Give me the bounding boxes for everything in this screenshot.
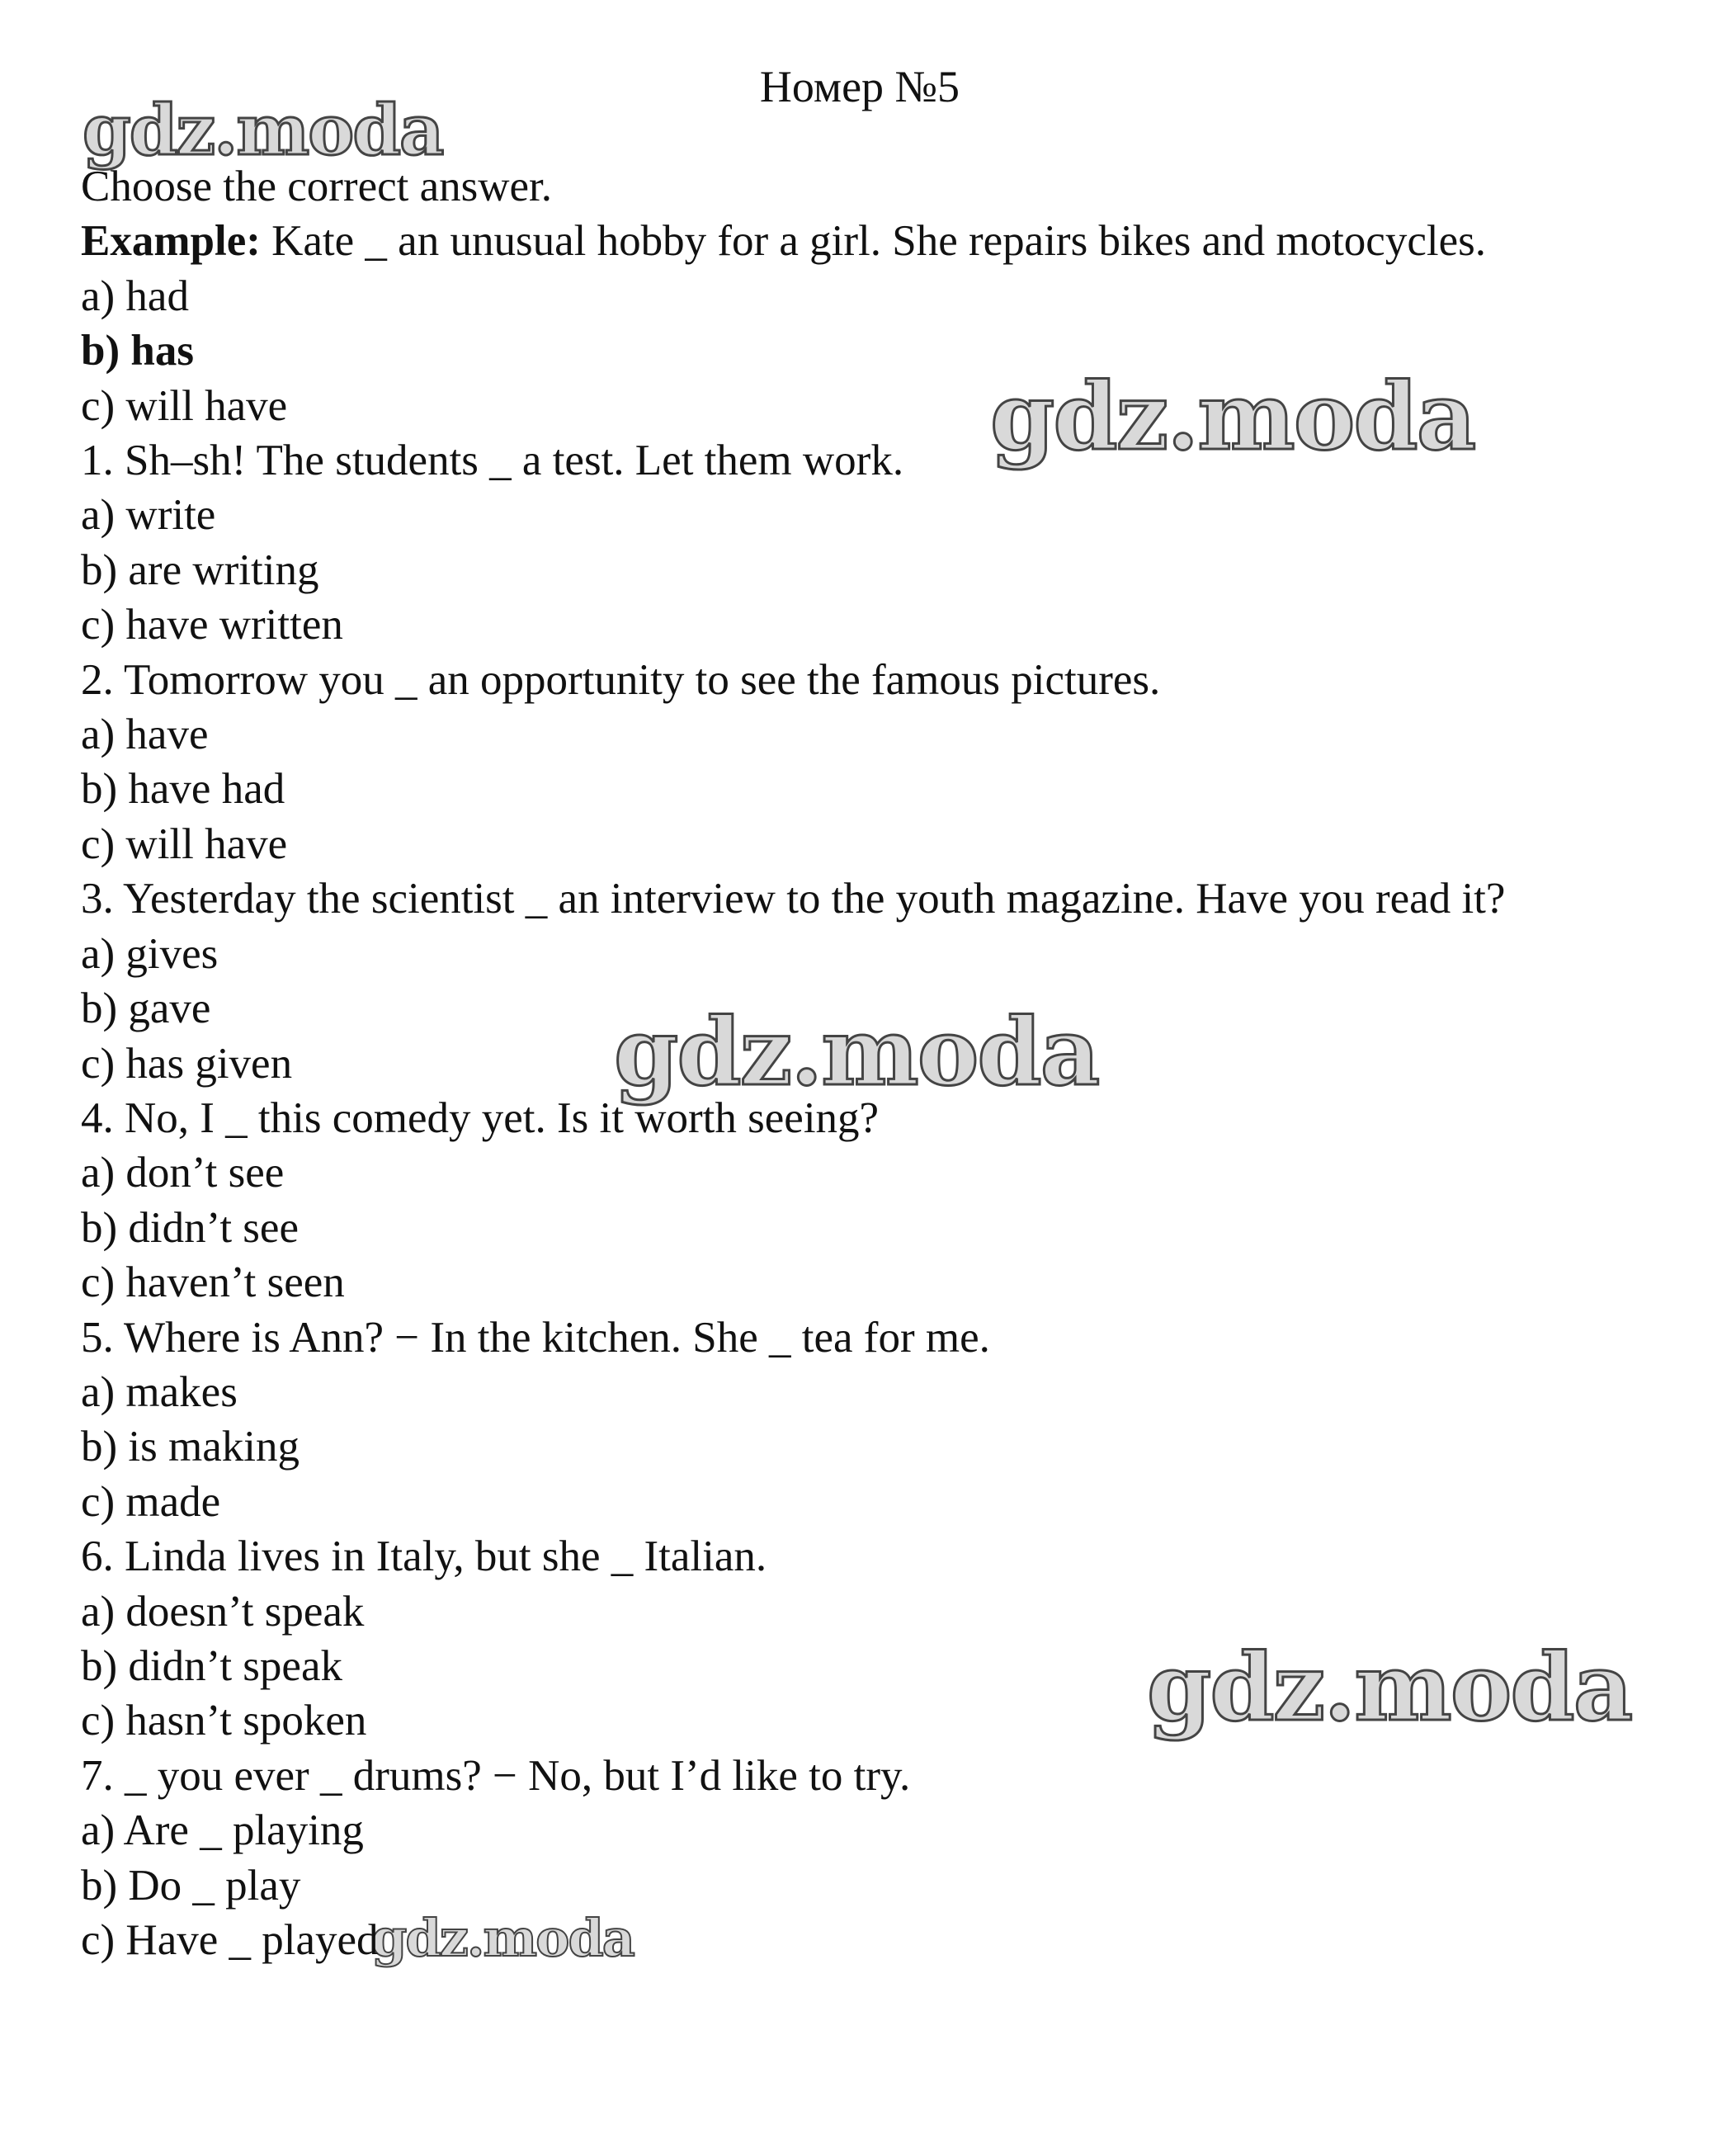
- answer-option: c) has given: [81, 1039, 293, 1088]
- question-6: 6. Linda lives in Italy, but she _ Italian.: [81, 1532, 767, 1581]
- answer-option: a) write: [81, 491, 216, 540]
- example-option-correct: b) has: [81, 327, 194, 375]
- watermark-logo: gdz.moda: [83, 89, 443, 171]
- answer-option: c) will have: [81, 819, 288, 868]
- answer-option: a) have: [81, 711, 209, 759]
- page-title: Номер №5: [759, 62, 960, 111]
- answer-option: a) Are _ playing: [81, 1806, 364, 1855]
- answer-option: b) Do _ play: [81, 1861, 301, 1910]
- question-2: 2. Tomorrow you _ an opportunity to see the famous pictures.: [81, 655, 1161, 704]
- answer-option: a) don’t see: [81, 1149, 285, 1197]
- question-7: 7. _ you ever _ drums? − No, but I’d like to try.: [81, 1751, 911, 1800]
- answer-option: c) Have _ played: [81, 1916, 379, 1964]
- answer-option: c) hasn’t spoken: [81, 1697, 367, 1745]
- example-text: Kate _ an unusual hobby for a girl. She repairs bikes and motocycles.: [260, 217, 1486, 266]
- answer-option: c) have written: [81, 601, 343, 649]
- example-option: c) will have: [81, 381, 288, 430]
- example-option: a) had: [81, 271, 189, 320]
- question-4: 4. No, I _ this comedy yet. Is it worth seeing?: [81, 1093, 880, 1142]
- answer-option: b) didn’t see: [81, 1203, 299, 1252]
- question-5: 5. Where is Ann? − In the kitchen. She _ tea for me.: [81, 1313, 990, 1362]
- question-3: 3. Yesterday the scientist _ an interview to the youth magazine. Have you read it?: [81, 875, 1506, 923]
- instruction: Choose the correct answer.: [81, 163, 553, 210]
- answer-option: a) gives: [81, 929, 219, 978]
- answer-option: c) haven’t seen: [81, 1258, 345, 1307]
- answer-option: b) didn’t speak: [81, 1641, 342, 1690]
- answer-option: b) have had: [81, 765, 285, 814]
- answer-option: a) makes: [81, 1367, 238, 1416]
- answer-option: b) gave: [81, 984, 211, 1033]
- watermark-logo: gdz.moda: [371, 1908, 634, 1968]
- watermark-logo: gdz.moda: [990, 363, 1475, 471]
- answer-option: b) is making: [81, 1423, 300, 1471]
- question-1: 1. Sh–sh! The students _ a test. Let them work.: [81, 437, 904, 485]
- example-question: [81, 214, 1698, 268]
- example-label: Example:: [81, 217, 261, 266]
- answer-option: a) doesn’t speak: [81, 1587, 365, 1636]
- watermark-logo: gdz.moda: [1147, 1634, 1632, 1742]
- answer-option: c) made: [81, 1477, 221, 1526]
- watermark-logo: gdz.moda: [614, 999, 1099, 1107]
- exercise-content: [81, 159, 1698, 1967]
- answer-option: b) are writing: [81, 545, 319, 594]
